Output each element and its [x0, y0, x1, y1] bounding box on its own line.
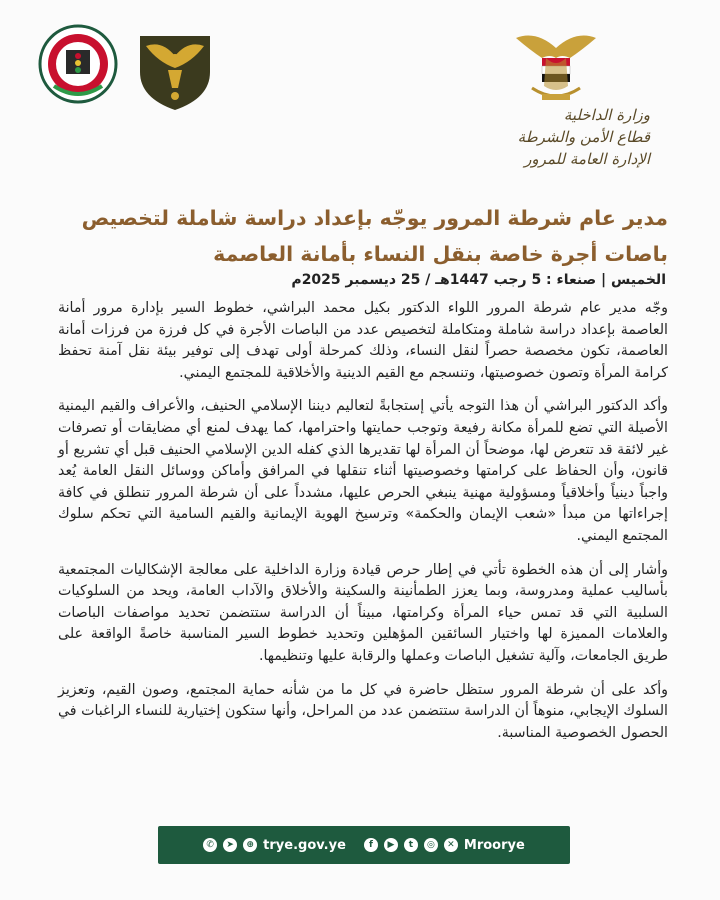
twitter-icon[interactable]: t	[404, 838, 418, 852]
paragraph: وأشار إلى أن هذه الخطوة تأتي في إطار حرص قيادة وزارة الداخلية على معالجة الإشكاليات المجتمعية بأساليب عملية ومدروسة، وبما يعزز الطمأنينة والسكينة والأخلاق والآداب العامة، ويحد من السلوكيات السلبية التي قد تمس حياء المرأة وكرامتها، مبيناً أن الدراسة ستتضمن تحديد مواصفات الباصات والعلامات المميزة لها واختيار السائقين المؤهلين وتحديد خطوط السير المناسبة خاصةً الواقعة على طريق الجامعات، وآلية تشغيل الباصات وعملها والرقابة عليها وتنظيمها.	[58, 561, 668, 664]
traffic-police-logo	[36, 16, 120, 112]
social-footer	[158, 826, 570, 864]
dateline: الخميس | صنعاء : 5 رجب 1447هـ / 25 ديسمبر 2025م	[291, 272, 666, 288]
website-link[interactable]: trye.gov.ye	[263, 837, 346, 853]
yemen-emblem-logo	[512, 28, 600, 108]
instagram-icon[interactable]: ◎	[424, 838, 438, 852]
paragraph: وجّه مدير عام شرطة المرور اللواء الدكتور بكيل محمد البراشي، خطوط السير بإدارة مرور أمانة العاصمة بإعداد دراسة شاملة ومتكاملة لتخصيص عدد من الباصات الأجرة في كل فرزة من فرزات أمانة العاصمة، تكون مخصصة حصراً لنقل النساء، وذلك كمرحلة أولى تهدف إلى توفير بيئة نقل آمنة تحفظ كرامة المرأة وتصون خصوصيتها، وتنسجم مع القيم الدينية والأخلاقية للمجتمع اليمني.	[58, 300, 668, 381]
ministry-header	[430, 104, 650, 170]
x-icon[interactable]: ✕	[444, 838, 458, 852]
web-icon[interactable]: ⊕	[243, 838, 257, 852]
paragraph: وأكد الدكتور البراشي أن هذا التوجه يأتي إستجابةً لتعاليم ديننا الإسلامي الحنيف، والأعراف والقيم اليمنية الأصيلة التي تضع للمرأة مكانة رفيعة وتوجب حمايتها واحترامها، كما يهدف لمنع أي مضايقات أو تصرفات غير لائقة قد تتعرض لها، موضحاً أن المرأة لها تقديرها الذي كفله الدين الإسلامي الحنيف قبل أي تشريع أو قانون، وأن الحفاظ على كرامتها وخصوصيتها أثناء تنقلها في المرافق وأماكن ووسائل النقل العامة يُعد واجباً دينياً وأخلاقياً ومسؤولية مهنية ينبغي الحرص عليها، مشدداً على أن شرطة المرور تنطلق في كافة إجراءاتها من مبدأ «شعب الإيمان والحكمة» وترسيخ الهوية الإيمانية والقيم السامية التي تحكم سلوك المجتمع اليمني.	[58, 398, 668, 544]
article-body	[58, 298, 668, 756]
sector-line: قطاع الأمن والشرطة	[517, 128, 650, 146]
paragraph: وأكد على أن شرطة المرور ستظل حاضرة في كل ما من شأنه حماية المجتمع، وصون القيم، وتعزيز السلوك الإيجابي، منوهاً أن الدراسة ستتضمن عدد من المراحل، وأنها ستكون إختيارية للنساء الراغبات في الحصول الخصوصية المناسبة.	[57, 681, 668, 741]
facebook-icon[interactable]: f	[364, 838, 378, 852]
police-eagle-logo	[134, 16, 216, 112]
telegram-icon[interactable]: ➤	[223, 838, 237, 852]
youtube-icon[interactable]: ▶	[384, 838, 398, 852]
headline: مدير عام شرطة المرور يوجّه بإعداد دراسة شاملة لتخصيص باصات أجرة خاصة بنقل النساء بأمانة العاصمة	[81, 206, 668, 266]
social-handle[interactable]: Mroorye	[463, 837, 525, 853]
whatsapp-icon[interactable]: ✆	[203, 838, 217, 852]
ministry-line: وزارة الداخلية	[563, 106, 650, 124]
department-line: الإدارة العامة للمرور	[524, 150, 650, 168]
